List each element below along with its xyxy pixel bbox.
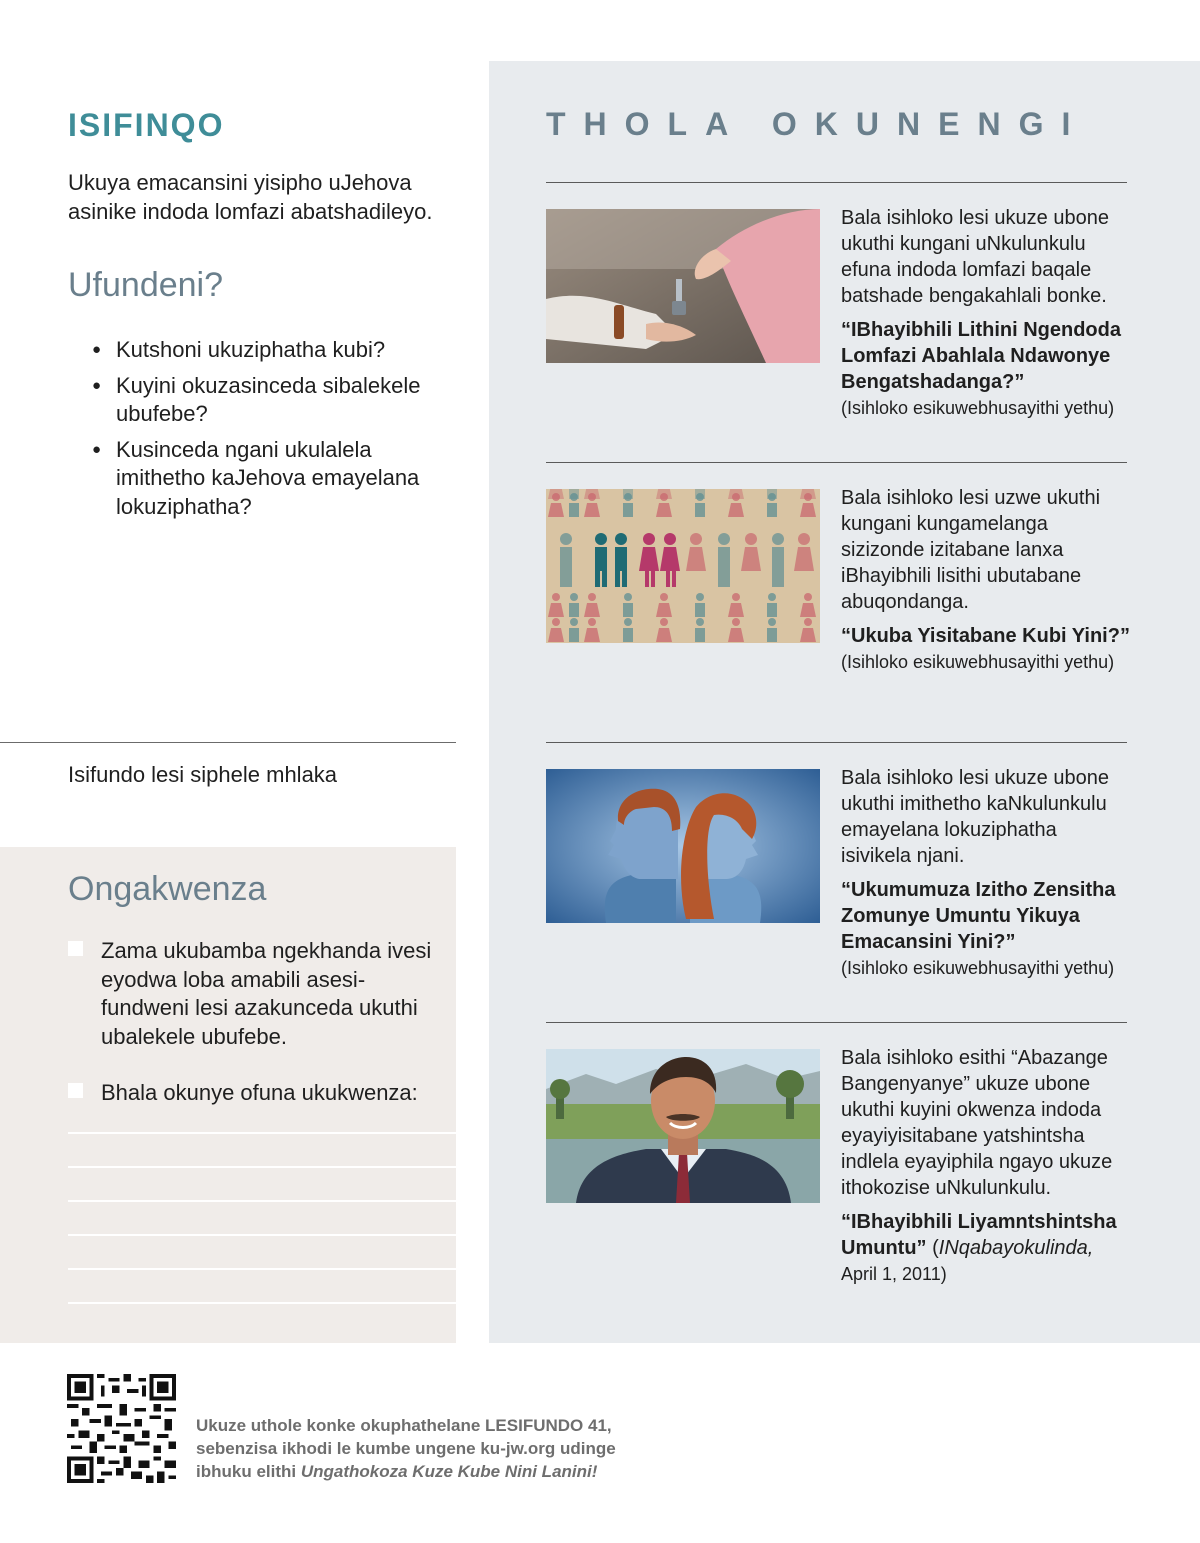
man-woman-back-to-back-illustration [546,769,820,923]
footer-note [196,1414,656,1483]
article-description: Bala isihloko lesi ukuze ubone ukuthi imithetho kaNkulunkulu emayelana lokuziphatha isivikela njani. [841,767,1109,867]
goals-heading: Ongakwenza [68,870,267,908]
article-source-date: April 1, 2011) [841,1264,947,1284]
divider [546,462,1127,463]
goal-text: Zama ukubamba ngekhanda ivesi eyodwa loba amabili asesi-fundweni lesi azakunceda ukuthi ubalekele ubufebe. [101,938,432,1049]
article-title-link[interactable]: “IBhayibhili Lithini Ngendoda Lomfazi Abahlala Ndawonye Bengatshadanga?” [841,319,1121,393]
write-line[interactable] [68,1200,456,1202]
goal-item[interactable] [68,1079,440,1108]
checkbox[interactable] [68,941,83,956]
divider [546,1022,1127,1023]
article-description: Bala isihloko lesi uzwe ukuthi kungani kungamelanga sizizonde izitabane lanxa iBhayibhili lisithi ubutabane abuqondanga. [841,487,1101,613]
summary-heading: ISIFINQO [68,107,225,143]
article-source: (Isihloko esikuwebhusayithi yethu) [841,652,1115,672]
summary-text: Ukuya emacansini yisipho uJehova asinike indoda lomfazi abatshadileyo. [68,170,433,224]
divider [546,182,1127,183]
review-question: ● Kuyini okuzasinceda sibalekele ubufebe? [92,372,452,429]
footer-line: sebenzisa ikhodi le kumbe ungene ku-jw.org udinge [196,1439,616,1458]
footer-line: ibhuku elithi [196,1462,301,1481]
review-question: ● Kusinceda ngani ukulalela imithetho kaJehova emayelana lokuziphatha? [92,436,452,522]
article-title-link[interactable]: “IBhayibhili Liyamntshintsha Umuntu” [841,1211,1117,1259]
article-description: Bala isihloko esithi “Abazange Bangenyanye” ukuze ubone ukuthi kuyini okwenza indoda eyayiyisitabane yatshintsha indlela eyayiphila ngayo ukuze ithokozise uNkulunkulu. [841,1047,1113,1199]
magazine-name: INqabayokulinda, [938,1237,1094,1259]
review-heading: Ufundeni? [68,266,224,304]
divider [0,742,456,743]
article-source-open: ( [926,1237,939,1259]
completion-date-label: Isifundo lesi siphele mhlaka [68,762,338,787]
write-line[interactable] [68,1268,456,1270]
article-source: (Isihloko esikuwebhusayithi yethu) [841,398,1115,418]
checkbox[interactable] [68,1083,83,1098]
review-question-list [92,336,452,528]
goal-item[interactable] [68,937,440,1051]
divider [546,742,1127,743]
write-line[interactable] [68,1302,456,1304]
article-description: Bala isihloko lesi ukuze ubone ukuthi kungani uNkulunkulu efuna indoda lomfazi baqale batshade bengakahlali bonke. [841,207,1109,307]
hands-passing-keys-photo [546,209,820,363]
write-line[interactable] [68,1234,456,1236]
qr-code[interactable] [67,1374,176,1483]
further-reading-heading: THOLA OKUNENGI [546,106,1089,142]
article-reference [841,1209,1131,1287]
smiling-man-portrait-photo [546,1049,820,1203]
book-title: Ungathokoza Kuze Kube Nini Lanini! [300,1462,598,1481]
article-source: (Isihloko esikuwebhusayithi yethu) [841,958,1115,978]
article-title-link[interactable]: “Ukumumuza Izitho Zensitha Zomunye Umuntu Yikuya Emacansini Yini?” [841,879,1116,953]
article-title-link[interactable]: “Ukuba Yisitabane Kubi Yini?” [841,625,1130,647]
same-sex-couples-icons-illustration [546,489,820,643]
footer-line: Ukuze uthole konke okuphathelane LESIFUNDO 41, [196,1416,612,1435]
goal-text: Bhala okunye ofuna ukukwenza: [101,1080,418,1105]
review-question: ● Kutshoni ukuziphatha kubi? [92,336,452,365]
write-line[interactable] [68,1132,456,1134]
write-line[interactable] [68,1166,456,1168]
